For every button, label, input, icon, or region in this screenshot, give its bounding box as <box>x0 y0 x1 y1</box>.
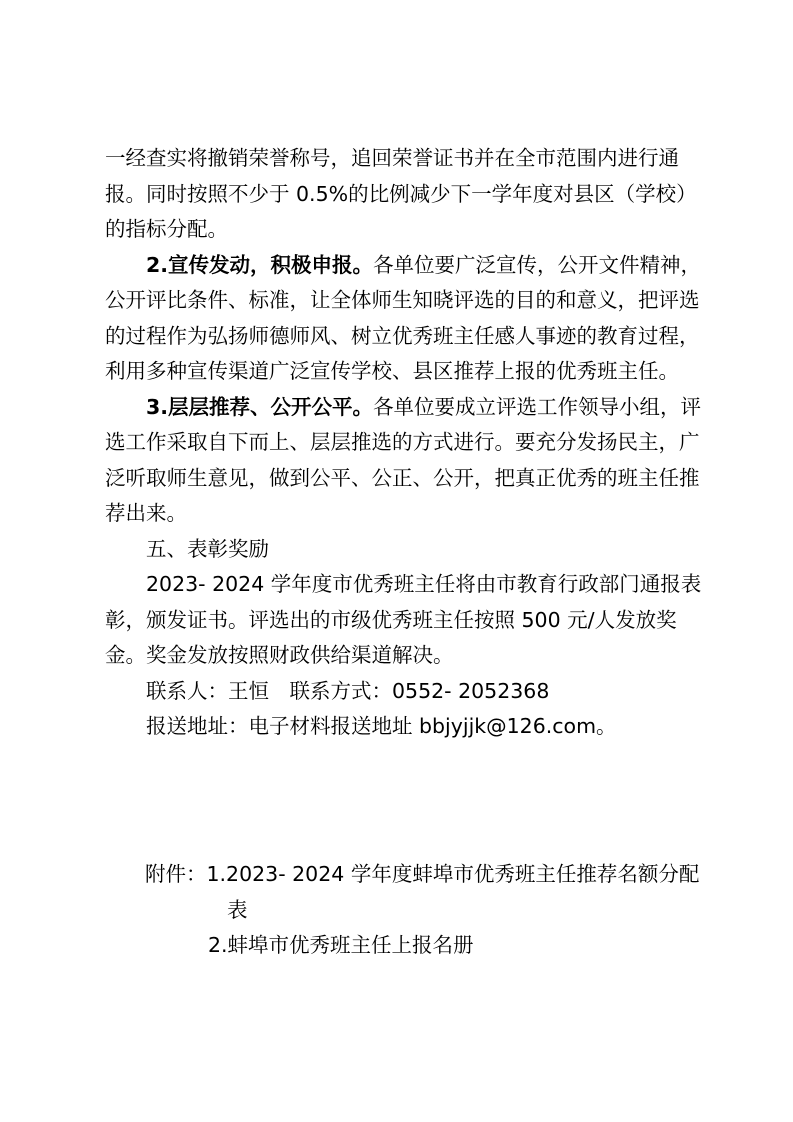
paragraph-heading: 3.层层推荐、公开公平。 <box>146 394 374 419</box>
paragraph <box>105 674 705 710</box>
paragraph-text: 五、表彰奖励 <box>146 536 269 561</box>
paragraph-text: 各单位要广泛宣传，公开文件精神，公开评比条件、标准，让全体师生知晓评选的目的和意义，把评选的过程作为弘扬师德师风、树立优秀班主任感人事迹的教育过程，利用多种宣传渠道广泛宣传学校、县区推荐上报的优秀班主任。 <box>105 252 702 383</box>
paragraph <box>105 532 705 568</box>
attachments <box>145 857 705 964</box>
paragraph <box>105 141 705 248</box>
attachment-item-2: 2.蚌埠市优秀班主任上报名册 <box>208 933 474 957</box>
paragraph-text: 2023- 2024 学年度市优秀班主任将由市教育行政部门通报表彰，颁发证书。评选出的市级优秀班主任按照 500 元/人发放奖金。奖金发放按照财政供给渠道解决。 <box>105 572 702 667</box>
paragraph-text: 一经查实将撤销荣誉称号，追回荣誉证书并在全市范围内进行通报。同时按照不少于 0.5%的比例减少下一学年度对县区（学校）的指标分配。 <box>105 146 697 241</box>
paragraph <box>105 567 705 674</box>
paragraph <box>105 248 705 390</box>
body-text <box>105 141 705 745</box>
paragraph-text: 联系人：王恒 联系方式：0552- 2052368 <box>146 678 550 703</box>
paragraph-text: 报送地址：电子材料报送地址 bbjyjjk@126.com。 <box>146 714 617 738</box>
paragraph-heading: 2.宣传发动，积极申报。 <box>146 252 374 277</box>
attachment-item-1: 附件：1.2023- 2024 学年度蚌埠市优秀班主任推荐名额分配表 <box>145 862 700 922</box>
paragraph <box>105 390 705 532</box>
paragraph-text: 各单位要成立评选工作领导小组，评选工作采取自下而上、层层推选的方式进行。要充分发扬民主，广泛听取师生意见，做到公平、公正、公开，把真正优秀的班主任推荐出来。 <box>105 394 702 525</box>
paragraph <box>105 709 705 745</box>
